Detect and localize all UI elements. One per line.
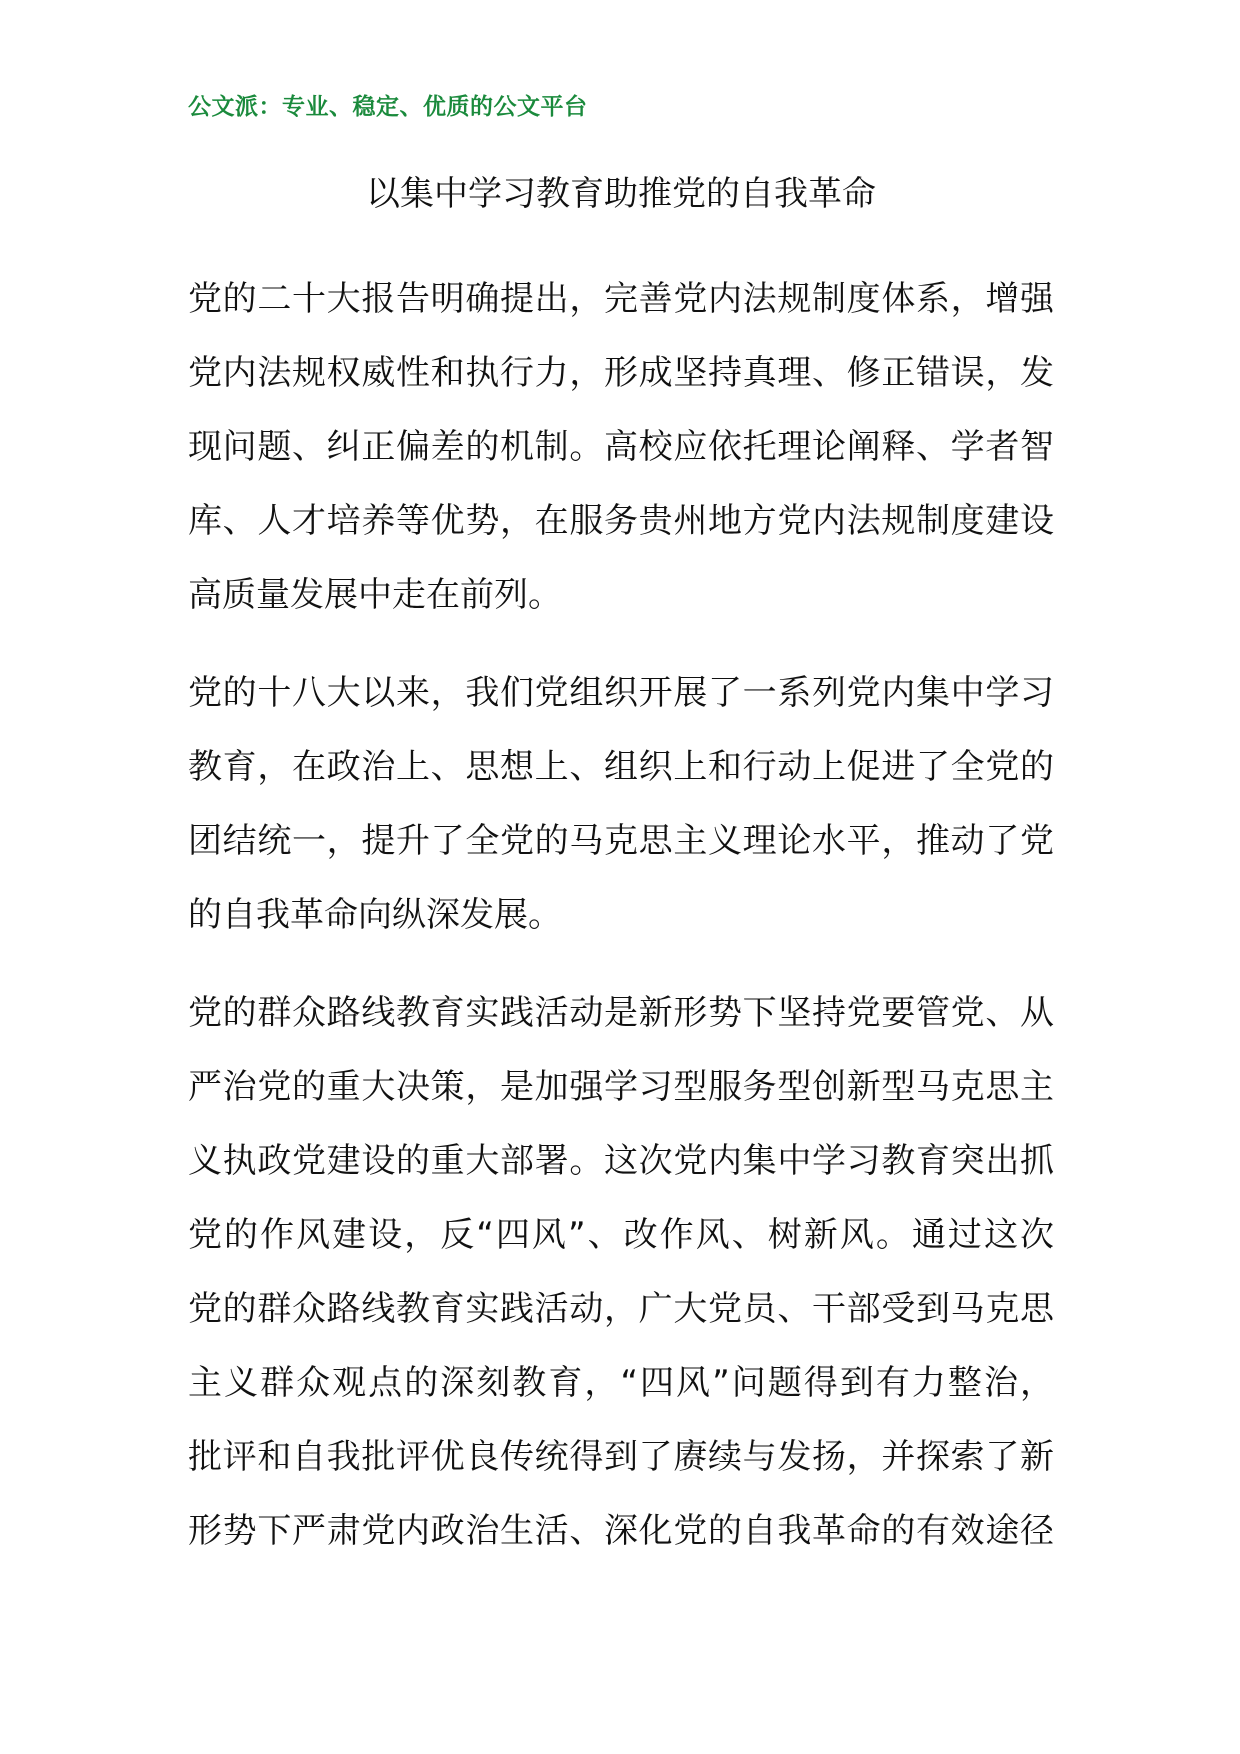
text-line: 严治党的重大决策，是加强学习型服务型创新型马克思主 (188, 1067, 1054, 1107)
text-line: 团结统一，提升了全党的马克思主义理论水平，推动了党 (188, 821, 1054, 861)
text-line: 党的十八大以来，我们党组织开展了一系列党内集中学习 (188, 673, 1054, 713)
text-line: 党的二十大报告明确提出，完善党内法规制度体系，增强 (188, 279, 1054, 319)
text-line: 党的群众路线教育实践活动，广大党员、干部受到马克思 (188, 1289, 1054, 1329)
header-slogan: 公文派：专业、稳定、优质的公文平台 (188, 94, 588, 120)
document-title: 以集中学习教育助推党的自我革命 (366, 174, 876, 214)
text-line: 库、人才培养等优势，在服务贵州地方党内法规制度建设 (188, 501, 1054, 541)
text-line: 党内法规权威性和执行力，形成坚持真理、修正错误，发 (188, 353, 1054, 393)
text-line: 形势下严肃党内政治生活、深化党的自我革命的有效途径 (188, 1511, 1054, 1551)
paragraph-1 (188, 262, 1054, 632)
text-line: 现问题、纠正偏差的机制。高校应依托理论阐释、学者智 (188, 427, 1054, 467)
text-line: 的自我革命向纵深发展。 (188, 895, 562, 935)
text-line: 党的作风建设，反“四风”、改作风、树新风。通过这次 (188, 1215, 1054, 1255)
text-line: 批评和自我批评优良传统得到了赓续与发扬，并探索了新 (188, 1437, 1054, 1477)
text-line: 高质量发展中走在前列。 (188, 575, 562, 615)
paragraph-2 (188, 656, 1054, 952)
text-line: 义执政党建设的重大部署。这次党内集中学习教育突出抓 (188, 1141, 1054, 1181)
text-line: 教育，在政治上、思想上、组织上和行动上促进了全党的 (188, 747, 1054, 787)
document-body (188, 262, 1054, 1592)
paragraph-3 (188, 976, 1054, 1568)
text-line: 主义群众观点的深刻教育，“四风”问题得到有力整治， (188, 1363, 1054, 1403)
text-line: 党的群众路线教育实践活动是新形势下坚持党要管党、从 (188, 993, 1054, 1033)
